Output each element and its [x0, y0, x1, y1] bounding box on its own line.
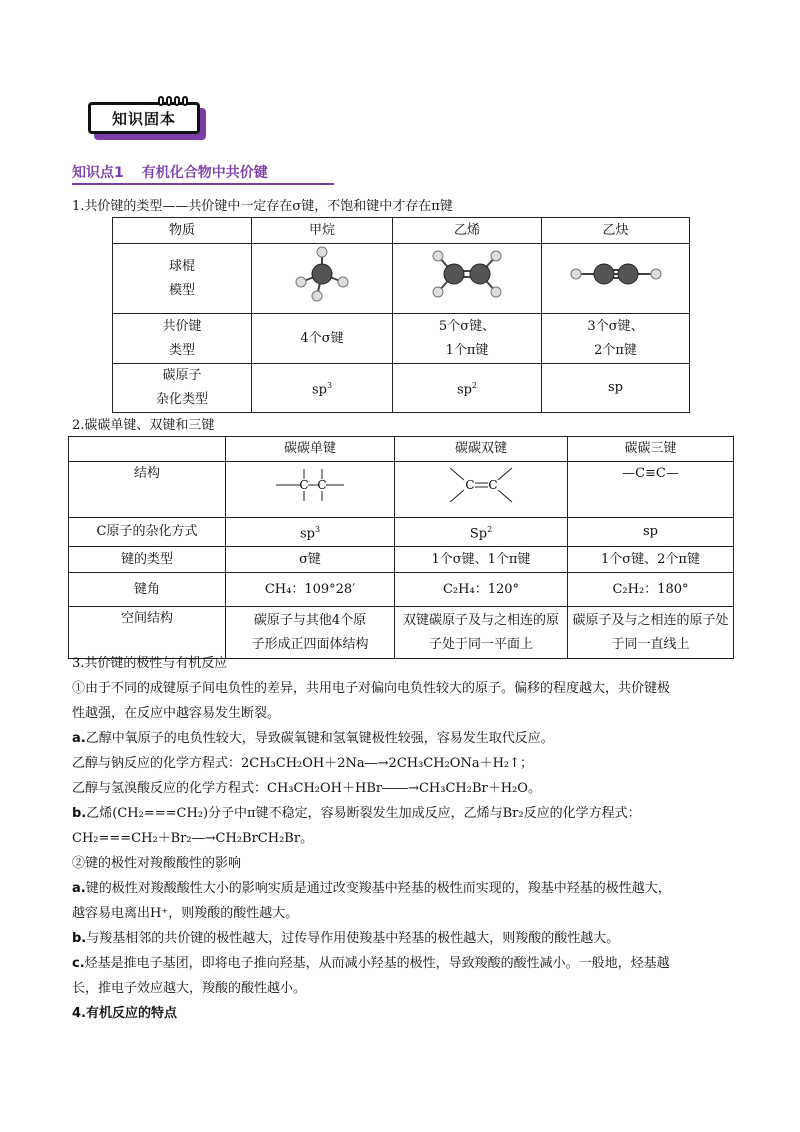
row-label: C原子的杂化方式	[69, 518, 226, 547]
table-header: 碳碳单键	[226, 437, 395, 462]
table-header: 碳碳双键	[395, 437, 568, 462]
table-header: 碳碳三键	[568, 437, 734, 462]
single-bond-structure	[226, 462, 395, 518]
table-header: 乙炔	[542, 218, 690, 244]
table-cell: 1个σ键、1个π键	[395, 547, 568, 573]
table-cell: $sp^3$	[226, 518, 395, 547]
text-line: CH₂===CH₂＋Br₂―→CH₂BrCH₂Br。	[72, 831, 314, 846]
paragraph-2: 2.碳碳单键、双键和三键	[72, 418, 215, 433]
text-line: b.与羧基相邻的共价键的极性越大，过传导作用使羧基中羟基的极性越大，则羧酸的酸性越大。	[72, 931, 620, 946]
row-label: 碳原子 杂化类型	[113, 364, 252, 413]
text-line: b.乙烯(CH₂===CH₂)分子中π键不稳定，容易断裂发生加成反应，乙烯与Br₂反应的化学方程式：	[72, 806, 641, 821]
methane-model	[252, 244, 393, 314]
ethene-model	[393, 244, 542, 314]
table-cell: C₂H₄：120°	[395, 573, 568, 607]
table-cell: 碳原子与其他4个原 子形成正四面体结构	[226, 607, 395, 659]
ethyne-model	[542, 244, 690, 314]
text-line: ①由于不同的成键原子间电负性的差异，共用电子对偏向电负性较大的原子。偏移的程度越大，共价键极	[72, 681, 671, 696]
binder-ring-icon	[158, 96, 164, 106]
carbon-label: C	[488, 478, 498, 492]
table-cell: Sp$^2$	[395, 518, 568, 547]
section-badge	[88, 102, 208, 142]
table-header: 乙烯	[393, 218, 542, 244]
cc-bond-table	[68, 436, 734, 659]
text-line: 性越强，在反应中越容易发生断裂。	[72, 706, 281, 721]
table-cell: σ键	[226, 547, 395, 573]
section-heading-4: 4.有机反应的特点	[72, 1006, 177, 1021]
text-line: ②键的极性对羧酸酸性的影响	[72, 856, 242, 871]
text-line: 长，推电子效应越大，羧酸的酸性越小。	[72, 981, 307, 996]
carbon-label: C	[465, 478, 475, 492]
row-label: 结构	[69, 462, 226, 518]
single-bond-diagram-icon	[270, 463, 350, 507]
ethyne-ball-stick-icon	[566, 254, 666, 294]
section-number: 知识点1	[72, 165, 124, 181]
text-line: a.乙醇中氧原子的电负性较大，导致碳氧键和氢氧键极性较强，容易发生取代反应。	[72, 731, 554, 746]
text-line: 乙醇与氢溴酸反应的化学方程式：CH₃CH₂OH＋HBr――→CH₃CH₂Br＋H₂O。	[72, 781, 541, 796]
double-bond-structure	[395, 462, 568, 518]
binder-ring-icon	[174, 96, 180, 106]
section-underline	[72, 183, 334, 185]
table-cell: sp	[542, 364, 690, 413]
table-cell: 1个σ键、2个π键	[568, 547, 734, 573]
badge-label: 知识固本	[111, 109, 176, 128]
table-cell: C₂H₂：180°	[568, 573, 734, 607]
table-cell: sp	[568, 518, 734, 547]
double-bond-diagram-icon	[436, 462, 526, 508]
binder-ring-icon	[182, 96, 188, 106]
binder-ring-icon	[166, 96, 172, 106]
body-text	[72, 651, 732, 1026]
methane-ball-stick-icon	[287, 244, 357, 304]
table-cell: $sp^2$	[393, 364, 542, 413]
text-line: 乙醇与钠反应的化学方程式：2CH₃CH₂OH＋2Na―→2CH₃CH₂ONa＋H₂↑；	[72, 756, 534, 771]
table-header: 物质	[113, 218, 252, 244]
text-line: a.键的极性对羧酸酸性大小的影响实质是通过改变羧基中羟基的极性而实现的，羧基中羟基的极性越大，	[72, 881, 671, 896]
ethene-ball-stick-icon	[422, 244, 512, 304]
table-cell: 5个σ键、 1个π键	[393, 314, 542, 364]
table-cell: 4个σ键	[252, 314, 393, 364]
text-line: 3.共价键的极性与有机反应	[72, 656, 228, 671]
table-header: 甲烷	[252, 218, 393, 244]
carbon-label: C	[317, 478, 327, 492]
table-cell: CH₄：109°28′	[226, 573, 395, 607]
row-label: 空间结构	[69, 607, 226, 659]
table-header	[69, 437, 226, 462]
row-label: 球棍 模型	[113, 244, 252, 314]
badge-box	[88, 102, 200, 134]
carbon-label: C	[299, 478, 309, 492]
table-cell: 碳原子及与之相连的原子处 于同一直线上	[568, 607, 734, 659]
table-cell: 3个σ键、 2个π键	[542, 314, 690, 364]
molecule-table	[112, 217, 690, 413]
triple-bond-structure: —C≡C—	[568, 462, 734, 518]
table-cell: $sp^3$	[252, 364, 393, 413]
text-line: c.烃基是推电子基团，即将电子推向羟基，从而减小羟基的极性，导致羧酸的酸性减小。一般地，烃基越	[72, 956, 670, 971]
paragraph-1: 1.共价键的类型——共价键中一定存在σ键，不饱和键中才存在π键	[72, 199, 453, 214]
section-title	[72, 162, 268, 182]
section-heading: 有机化合物中共价键	[141, 165, 268, 181]
row-label: 共价键 类型	[113, 314, 252, 364]
text-line: 越容易电离出H⁺，则羧酸的酸性越大。	[72, 906, 299, 921]
row-label: 键角	[69, 573, 226, 607]
table-cell: 双键碳原子及与之相连的原 子处于同一平面上	[395, 607, 568, 659]
row-label: 键的类型	[69, 547, 226, 573]
